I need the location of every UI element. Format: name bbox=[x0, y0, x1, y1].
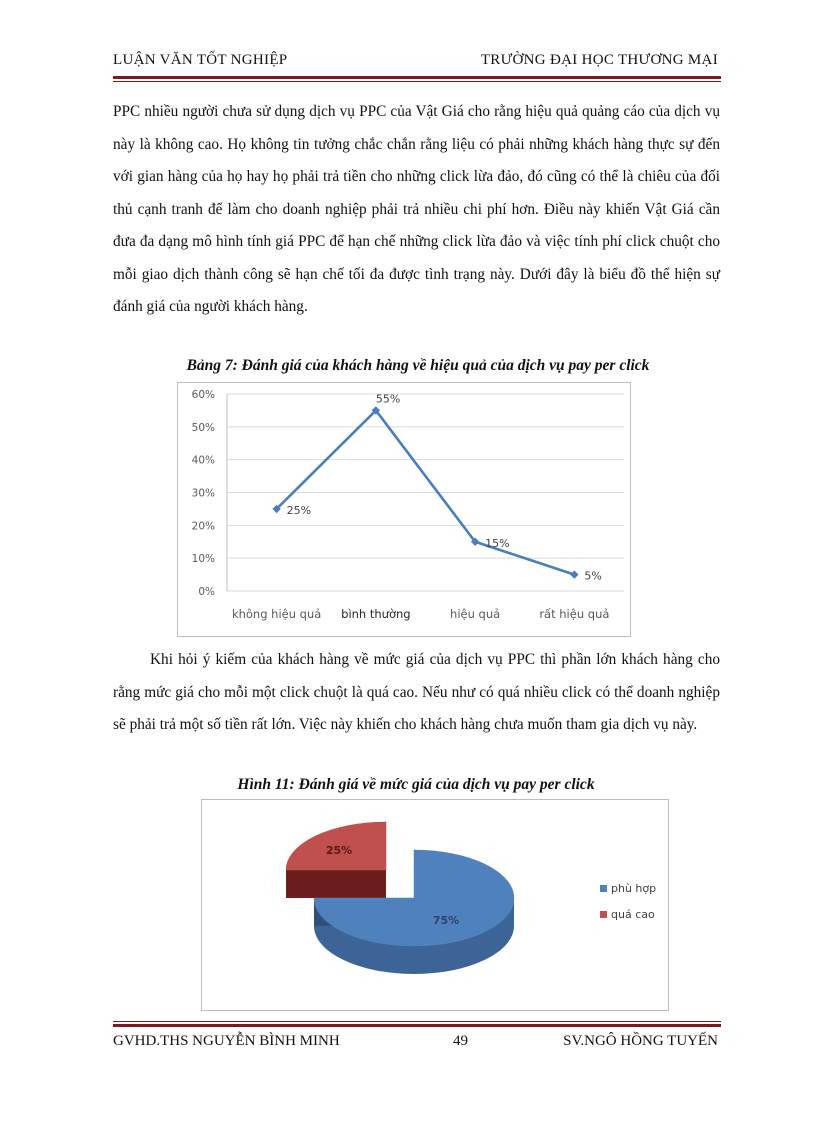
pie-slice-wall bbox=[286, 870, 386, 898]
page-number: 49 bbox=[453, 1033, 468, 1049]
y-tick-label: 0% bbox=[198, 586, 215, 598]
footer-student: SV.NGÔ HỒNG TUYẾN bbox=[563, 1033, 718, 1049]
line-chart-svg bbox=[178, 383, 630, 636]
pie-chart-svg bbox=[202, 800, 668, 1010]
legend-swatch bbox=[600, 885, 607, 892]
y-tick-label: 40% bbox=[191, 454, 215, 467]
legend-label: phù hợp bbox=[611, 882, 657, 895]
data-label: 75% bbox=[432, 914, 460, 927]
page-footer bbox=[113, 1033, 718, 1053]
table-caption-7: Bảng 7: Đánh giá của khách hàng về hiệu quả của dịch vụ pay per click bbox=[186, 357, 650, 374]
data-label: 55% bbox=[375, 392, 401, 406]
y-tick-label: 10% bbox=[191, 553, 215, 566]
footer-rule-thin bbox=[113, 1021, 721, 1022]
page-header bbox=[113, 52, 718, 72]
x-tick-label: hiệu quả bbox=[450, 607, 501, 621]
line-chart-effectiveness bbox=[177, 382, 631, 637]
data-label: 25% bbox=[286, 503, 312, 517]
header-rule-thin bbox=[113, 81, 721, 82]
header-university: TRƯỜNG ĐẠI HỌC THƯƠNG MẠI bbox=[480, 52, 718, 68]
data-point bbox=[570, 570, 578, 578]
y-tick-label: 50% bbox=[191, 421, 215, 434]
x-tick-label: rất hiệu quả bbox=[539, 607, 610, 621]
y-tick-label: 20% bbox=[191, 520, 215, 533]
pie-chart-price bbox=[201, 799, 669, 1011]
data-label: 25% bbox=[325, 844, 353, 857]
body-paragraph-1: PPC nhiều người chưa sử dụng dịch vụ PPC của Vật Giá cho rằng hiệu quả quảng cáo của dịch vụ này là không cao. Họ không tin tưởng chắc chắn rằng liệu có phải những khách hàng thực sự đến với gian hàng của họ hay họ phải trả tiền cho những click lừa đảo, đó cũng có thể là chiêu của đối thủ cạnh tranh để làm cho doanh nghiệp phải trả nhiều chi phí hơn. Điều này khiến Vật Giá cần đưa đa dạng mô hình tính giá PPC để hạn chế những click lừa đảo và việc tính phí click chuột cho mỗi giao dịch thành công sẽ hạn chế tối đa được tình trạng này. Dưới đây là biểu đồ thể hiện sự đánh giá của người khách hàng. bbox=[113, 103, 720, 315]
header-thesis-title: LUẬN VĂN TỐT NGHIỆP bbox=[113, 52, 288, 68]
x-tick-label: bình thường bbox=[341, 607, 411, 621]
footer-supervisor: GVHD.THS NGUYỄN BÌNH MINH bbox=[113, 1033, 340, 1049]
legend-swatch bbox=[600, 911, 607, 918]
x-tick-label: không hiệu quả bbox=[231, 607, 322, 621]
data-label: 15% bbox=[485, 536, 510, 550]
y-tick-label: 60% bbox=[191, 389, 215, 401]
legend-label: quá cao bbox=[611, 908, 655, 921]
header-rule bbox=[113, 76, 721, 79]
footer-rule bbox=[113, 1024, 721, 1027]
body-paragraph-2: Khi hỏi ý kiếm của khách hàng về mức giá của dịch vụ PPC thì phần lớn khách hàng cho rằng mức giá cho mỗi một click chuột là quá cao. Nếu như có quá nhiều click có thể doanh nghiệp sẽ phải trả một số tiền rất lớn. Việc này khiến cho khách hàng chưa muốn tham gia dịch vụ này. bbox=[113, 651, 720, 733]
figure-caption-11: Hình 11: Đánh giá về mức giá của dịch vụ pay per click bbox=[237, 776, 595, 793]
data-label: 5% bbox=[584, 569, 602, 583]
y-tick-label: 30% bbox=[191, 487, 215, 500]
